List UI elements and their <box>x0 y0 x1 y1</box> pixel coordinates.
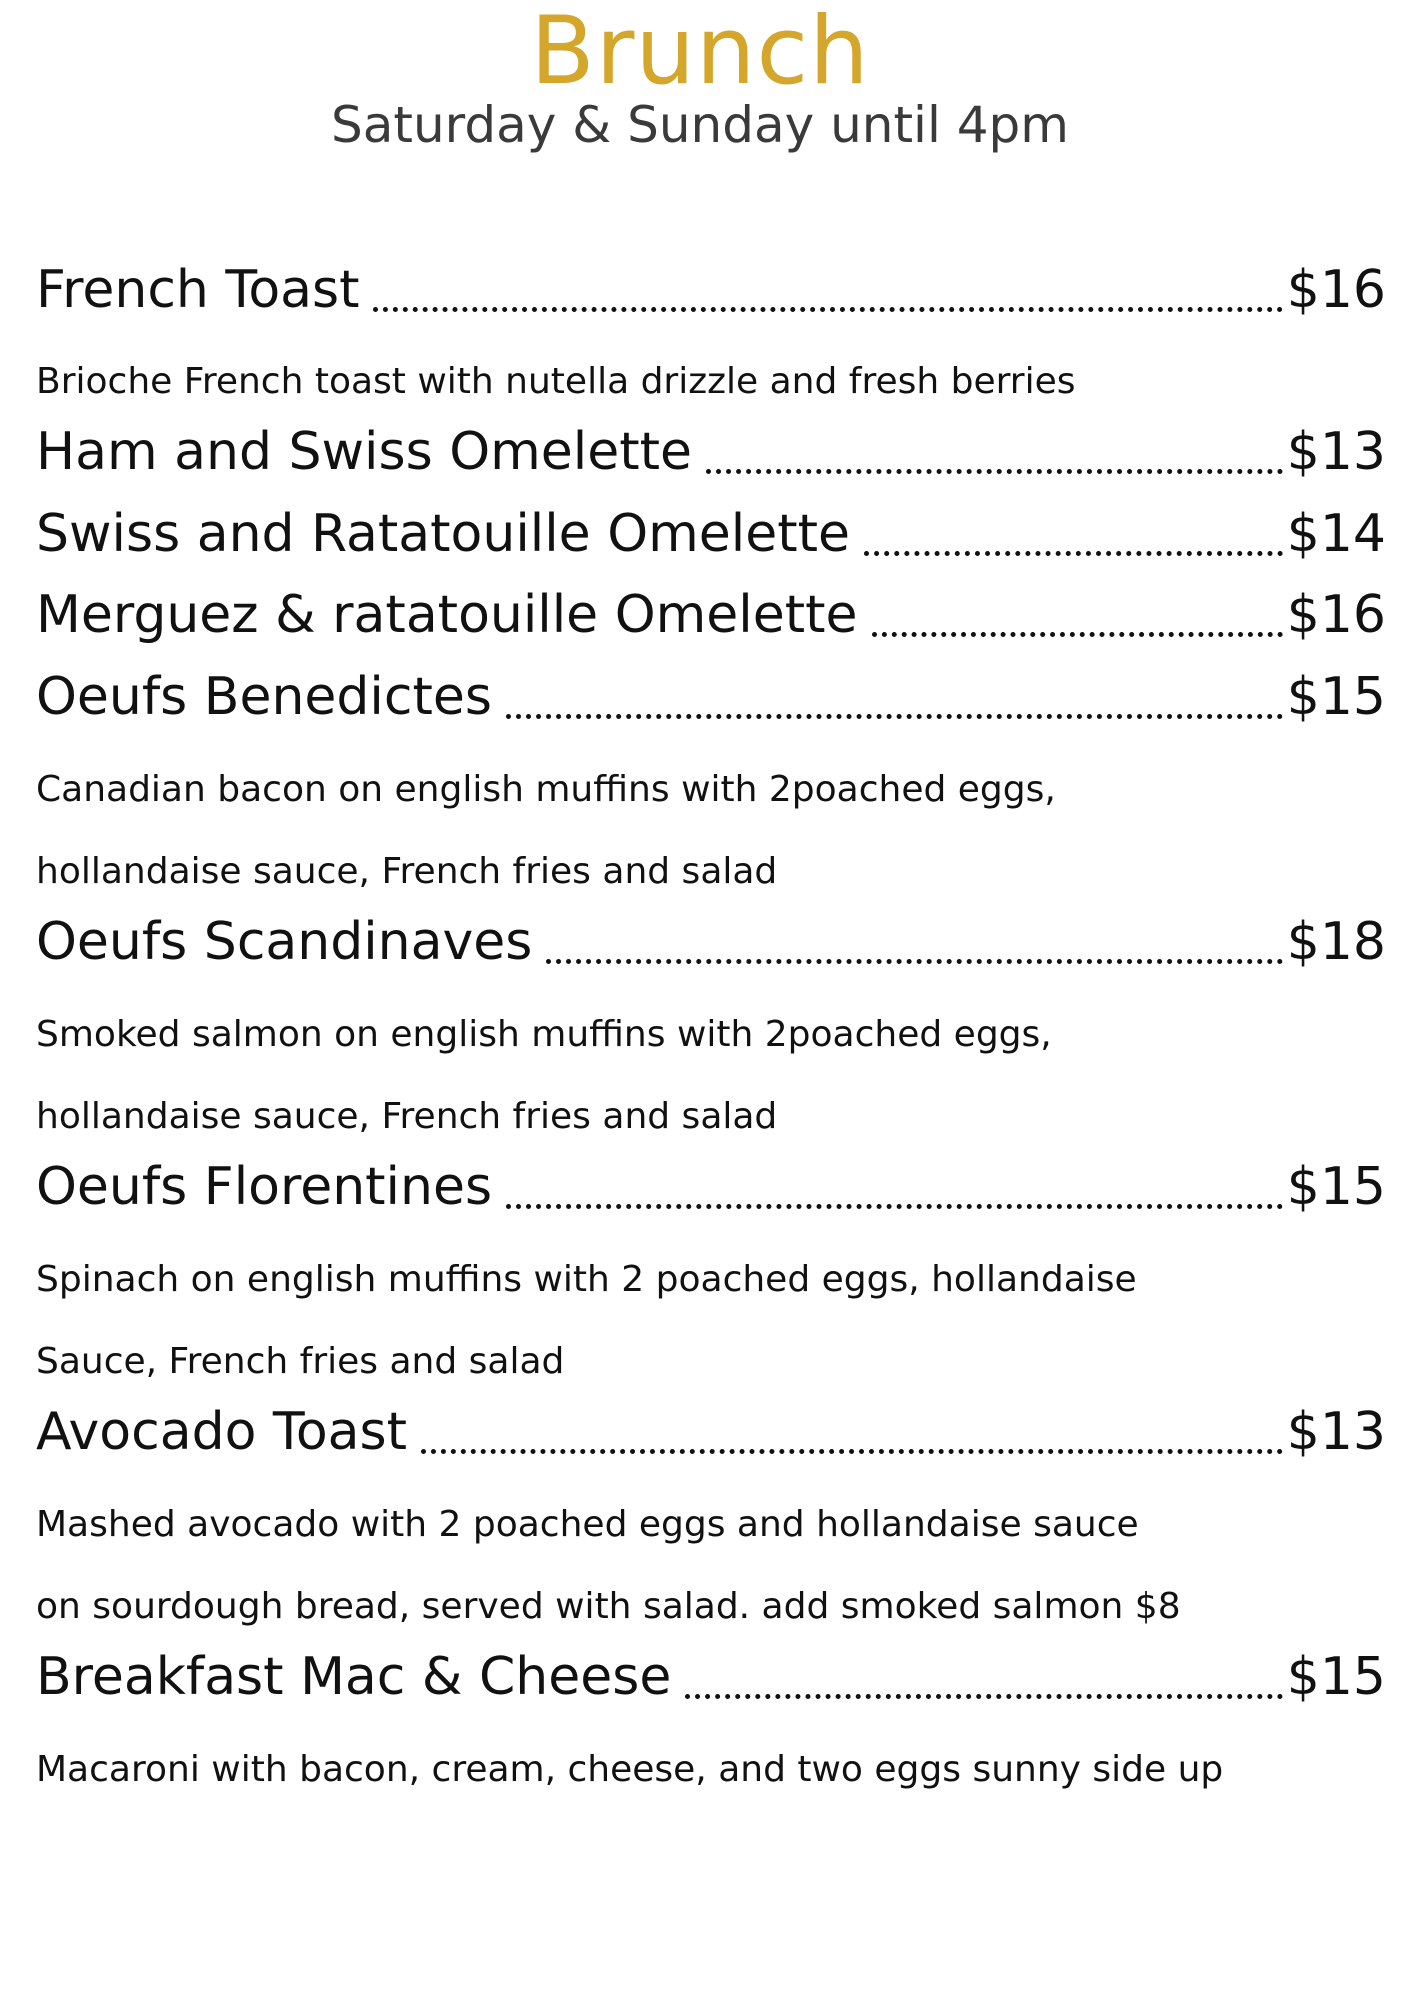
menu-title: Brunch <box>530 0 870 106</box>
item-price: $16 <box>1286 260 1386 320</box>
menu-item-ham-swiss-omelette <box>36 420 1386 484</box>
item-price: $13 <box>1286 1402 1386 1462</box>
item-description: hollandaise sauce, French fries and salad <box>36 851 778 892</box>
item-description: Canadian bacon on english muffins with 2poached eggs, <box>36 769 1056 810</box>
item-name: Oeufs Scandinaves <box>36 912 533 972</box>
item-price: $16 <box>1286 585 1386 645</box>
dot-leader <box>546 959 1282 964</box>
item-name: Oeufs Benedictes <box>36 667 492 727</box>
item-description: Spinach on english muffins with 2 poached eggs, hollandaise <box>36 1259 1137 1300</box>
item-name: Avocado Toast <box>36 1402 408 1462</box>
menu-item-oeufs-florentines <box>36 1155 1386 1219</box>
dot-leader <box>685 1694 1282 1699</box>
item-description: Sauce, French fries and salad <box>36 1341 565 1382</box>
menu-item-oeufs-scandinaves <box>36 910 1386 974</box>
item-description: Mashed avocado with 2 poached eggs and hollandaise sauce <box>36 1504 1139 1545</box>
menu-item-avocado-toast <box>36 1400 1386 1464</box>
item-price: $15 <box>1286 667 1386 727</box>
dot-leader <box>373 307 1282 312</box>
menu-item-oeufs-benedictes <box>36 665 1386 729</box>
dot-leader <box>872 632 1283 637</box>
item-description: hollandaise sauce, French fries and salad <box>36 1096 778 1137</box>
menu-item-merguez-omelette <box>36 583 1386 647</box>
item-price: $13 <box>1286 422 1386 482</box>
item-name: Merguez & ratatouille Omelette <box>36 585 858 645</box>
menu-subtitle: Saturday & Sunday until 4pm <box>331 96 1069 154</box>
item-price: $15 <box>1286 1647 1386 1707</box>
item-name: Breakfast Mac & Cheese <box>36 1647 672 1707</box>
item-price: $18 <box>1286 912 1386 972</box>
item-name: French Toast <box>36 260 360 320</box>
dot-leader <box>706 469 1283 474</box>
menu-item-breakfast-mac-cheese <box>36 1645 1386 1709</box>
item-description: Smoked salmon on english muffins with 2poached eggs, <box>36 1014 1052 1055</box>
item-price: $15 <box>1286 1157 1386 1217</box>
item-description: on sourdough bread, served with salad. add smoked salmon $8 <box>36 1586 1181 1627</box>
item-price: $14 <box>1286 504 1386 564</box>
item-description: Macaroni with bacon, cream, cheese, and two eggs sunny side up <box>36 1749 1224 1790</box>
menu-item-swiss-ratatouille-omelette <box>36 502 1386 566</box>
item-name: Ham and Swiss Omelette <box>36 422 692 482</box>
item-description: Brioche French toast with nutella drizzle and fresh berries <box>36 361 1076 402</box>
item-name: Oeufs Florentines <box>36 1157 493 1217</box>
item-name: Swiss and Ratatouille Omelette <box>36 504 850 564</box>
dot-leader <box>864 551 1283 556</box>
menu-item-french-toast <box>36 258 1386 322</box>
dot-leader <box>506 714 1283 719</box>
dot-leader <box>421 1449 1283 1454</box>
dot-leader <box>506 1204 1283 1209</box>
